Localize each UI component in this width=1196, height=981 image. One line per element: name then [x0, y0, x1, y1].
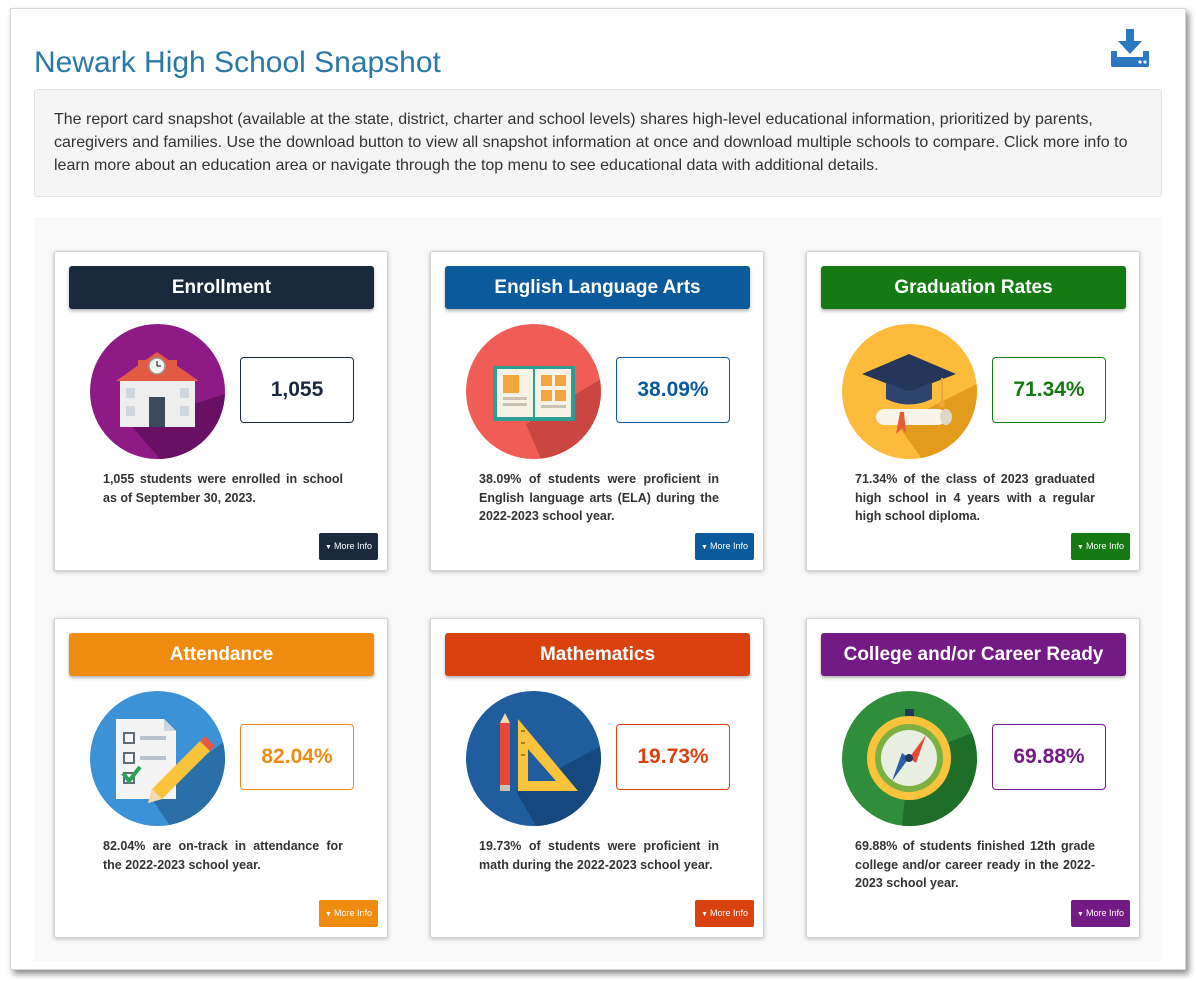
compass-icon [842, 691, 977, 826]
snapshot-cards-panel [34, 217, 1162, 961]
card-header-enrollment: Enrollment [69, 266, 374, 309]
download-icon [1107, 27, 1153, 69]
more-info-label: More Info [709, 541, 748, 551]
card-header-college-career: College and/or Career Ready [821, 633, 1126, 676]
more-info-label: More Info [333, 908, 372, 918]
school-building-icon [90, 324, 225, 459]
graduation-cap-icon [842, 324, 977, 459]
more-info-label: More Info [1085, 908, 1124, 918]
caret-down-icon: ▼ [701, 544, 708, 551]
college-career-value: 69.88% [992, 724, 1106, 790]
graduation-description: 71.34% of the class of 2023 graduated high school in 4 years with a regular high school diploma. [855, 472, 1095, 523]
caret-down-icon: ▼ [1077, 911, 1084, 918]
more-info-label: More Info [333, 541, 372, 551]
more-info-button-attendance[interactable] [319, 900, 378, 927]
open-book-icon [466, 324, 601, 459]
card-college-career-ready [806, 618, 1140, 938]
more-info-button-enrollment[interactable] [319, 533, 378, 560]
ela-description: 38.09% of students were proficient in English language arts (ELA) during the 2022-2023 school year. [479, 472, 719, 523]
card-enrollment [54, 251, 388, 571]
card-attendance [54, 618, 388, 938]
mathematics-description: 19.73% of students were proficient in math during the 2022-2023 school year. [479, 839, 719, 872]
report-window [10, 8, 1186, 970]
card-english-language-arts [430, 251, 764, 571]
more-info-button-ela[interactable] [695, 533, 754, 560]
card-header-ela: English Language Arts [445, 266, 750, 309]
enrollment-value: 1,055 [240, 357, 354, 423]
card-mathematics [430, 618, 764, 938]
more-info-button-college-career[interactable] [1071, 900, 1130, 927]
attendance-value: 82.04% [240, 724, 354, 790]
ela-value: 38.09% [616, 357, 730, 423]
card-graduation-rates [806, 251, 1140, 571]
more-info-label: More Info [1085, 541, 1124, 551]
attendance-description: 82.04% are on-track in attendance for the 2022-2023 school year. [103, 839, 343, 872]
checklist-pencil-icon [90, 691, 225, 826]
intro-panel: The report card snapshot (available at the state, district, charter and school levels) shares high-level educational information, prioritized by parents, caregivers and families. Use the download button to view all snapshot information at once and download multiple schools to compare. Click more info to learn more about an education area or navigate through the top menu to see educational data with additional details. [34, 89, 1162, 197]
caret-down-icon: ▼ [701, 911, 708, 918]
card-header-attendance: Attendance [69, 633, 374, 676]
more-info-button-mathematics[interactable] [695, 900, 754, 927]
caret-down-icon: ▼ [1077, 544, 1084, 551]
mathematics-value: 19.73% [616, 724, 730, 790]
college-career-description: 69.88% of students finished 12th grade college and/or career ready in the 2022-2023 school year. [855, 839, 1095, 890]
caret-down-icon: ▼ [325, 911, 332, 918]
card-header-mathematics: Mathematics [445, 633, 750, 676]
ruler-triangle-icon [466, 691, 601, 826]
graduation-value: 71.34% [992, 357, 1106, 423]
enrollment-description: 1,055 students were enrolled in school as of September 30, 2023. [103, 472, 343, 505]
more-info-button-graduation[interactable] [1071, 533, 1130, 560]
download-button[interactable] [1107, 27, 1153, 69]
page-title: Newark High School Snapshot [34, 46, 441, 79]
card-header-graduation: Graduation Rates [821, 266, 1126, 309]
caret-down-icon: ▼ [325, 544, 332, 551]
more-info-label: More Info [709, 908, 748, 918]
